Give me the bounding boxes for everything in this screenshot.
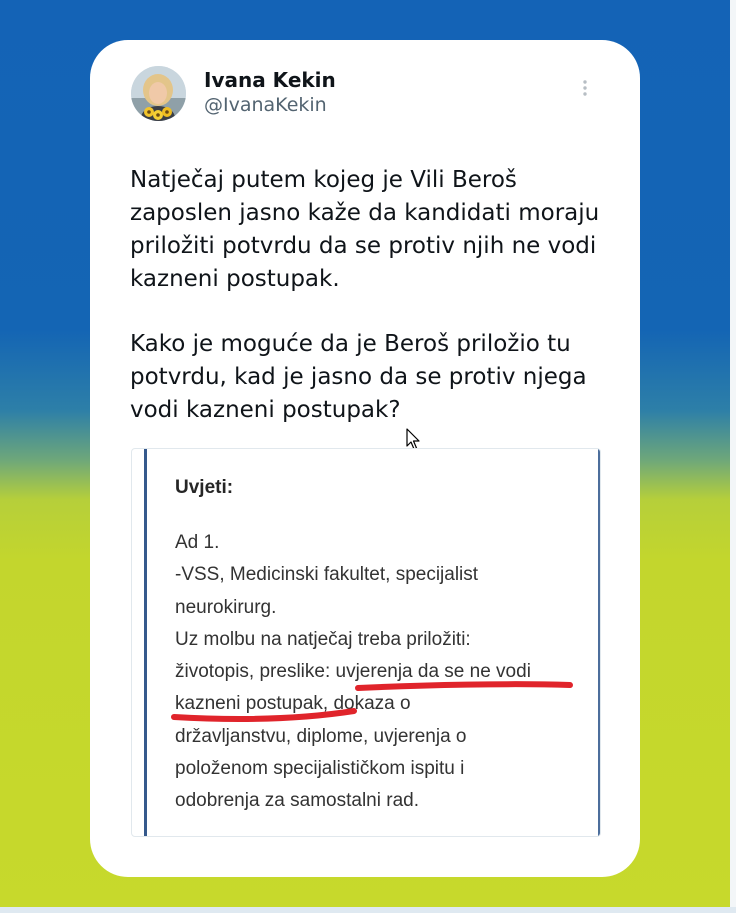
embed-line: neurokirurg.: [175, 596, 277, 618]
embed-line: životopis, preslike: uvjerenja da se ne vodi: [175, 661, 531, 683]
author-name[interactable]: Ivana Kekin: [204, 68, 336, 92]
embed-line: državljanstvu, diplome, uvjerenja o: [175, 725, 467, 747]
avatar[interactable]: [131, 66, 186, 121]
window-edge-bottom: [0, 907, 736, 913]
embedded-image[interactable]: [131, 448, 601, 837]
embed-heading: Uvjeti:: [175, 477, 234, 498]
image-edge: [598, 449, 600, 836]
tweet-paragraph: Natječaj putem kojeg je Vili Beroš zaposlen jasno kaže da kandidati moraju priložiti potvrdu da se protiv njih ne vodi kazneni postupak.: [130, 167, 600, 292]
embed-line: kazneni postupak, dokaza o: [175, 693, 411, 715]
quote-bar: [144, 449, 147, 836]
embed-line: -VSS, Medicinski fakultet, specijalist: [175, 564, 479, 586]
tweet-text: [130, 164, 620, 459]
author-handle[interactable]: @IvanaKekin: [204, 94, 327, 116]
embed-line: položenom specijalističkom ispitu i: [175, 758, 465, 780]
embed-line: Ad 1.: [175, 532, 220, 553]
embed-line: Uz molbu na natječaj treba priložiti:: [175, 628, 471, 650]
window-edge-right: [730, 0, 736, 913]
more-vertical-icon[interactable]: [580, 78, 590, 98]
embed-line: odobrenja za samostalni rad.: [175, 790, 419, 812]
embed-body: [175, 527, 585, 818]
avatar-image: [131, 66, 186, 121]
tweet-card: [90, 40, 640, 877]
tweet-paragraph: Kako je moguće da je Beroš priložio tu potvrdu, kad je jasno da se protiv njega vodi kazneni postupak?: [130, 331, 587, 423]
